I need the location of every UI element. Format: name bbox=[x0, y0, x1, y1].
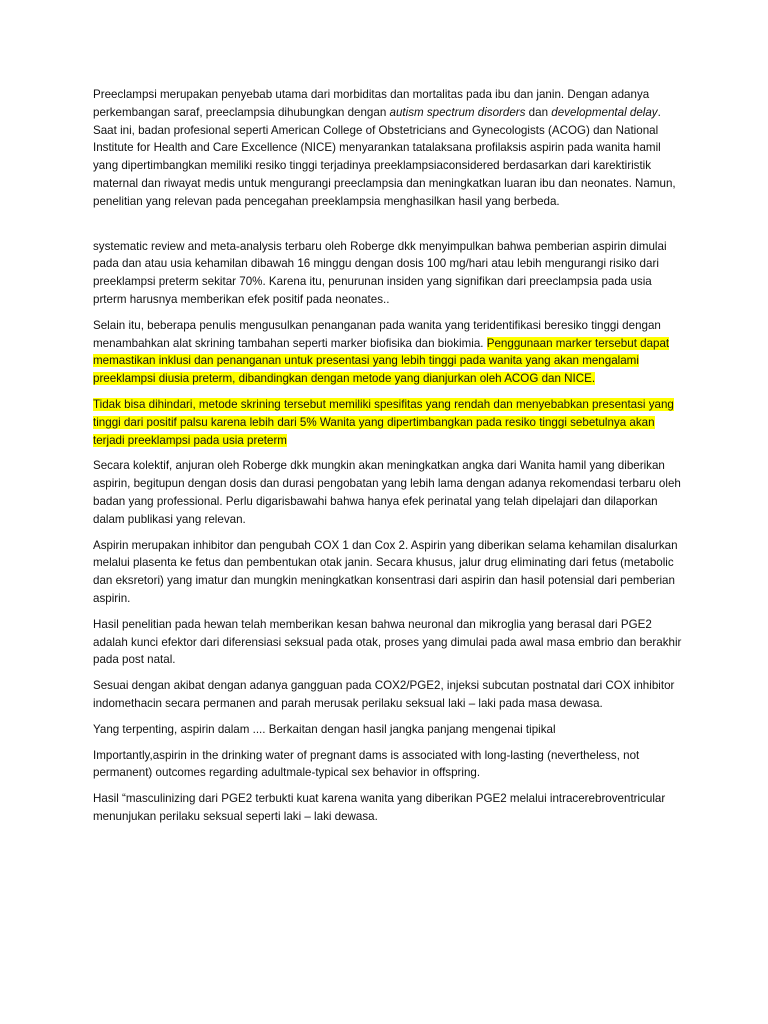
paragraph-importantly-en bbox=[93, 747, 683, 783]
paragraph-collective-recommendation bbox=[93, 457, 683, 528]
text-run: Hasil “masculinizing dari PGE2 terbukti kuat karena wanita yang diberikan PGE2 melalui intracerebroventricular menunjukan perilaku seksual seperti laki – laki dewasa. bbox=[93, 792, 666, 823]
document-body bbox=[93, 86, 683, 834]
paragraph-false-positive bbox=[93, 396, 683, 449]
text-run: Sesuai dengan akibat dengan adanya gangguan pada COX2/PGE2, injeksi subcutan postnatal dari COX inhibitor indomethacin secara permanen and parah merusak perilaku seksual laki – laki pada masa dewasa. bbox=[93, 679, 675, 710]
text-run: Yang terpenting, aspirin dalam .... Berkaitan dengan hasil jangka panjang mengenai tipikal bbox=[93, 722, 556, 736]
paragraph-systematic-review bbox=[93, 238, 683, 309]
text-run: . Saat ini, badan profesional seperti American College of Obstetricians and Gynecologists (ACOG) dan National Institute for Health and Care Excellence (NICE) menyarankan tatalaksana profilaksis aspirin pada wanita hamil yang dipertimbangkan memiliki resiko tinggi terjadinya preeklampsiaconsidered berdasarkan dari karektiristik maternal dan riwayat medis untuk mengurangi preeclampsia dan meningkatkan luaran ibu dan neonates. Namun, penelitian yang relevan pada pencegahan preeklampsia menghasilkan hasil yang berbeda. bbox=[93, 105, 676, 208]
highlighted-text-run: Penggunaan marker tersebut dapat memastikan inklusi dan penanganan untuk presentasi yang lebih tinggi pada wanita yang akan mengalami preeklampsi diusia preterm, dibandingkan dengan metode yang dianjurkan oleh ACOG dan NICE. bbox=[93, 336, 670, 386]
paragraph-preeclampsia-intro bbox=[93, 86, 683, 211]
paragraph-animal-research bbox=[93, 616, 683, 669]
highlighted-text-run: Tidak bisa dihindari, metode skrining tersebut memiliki spesifitas yang rendah dan menyebabkan presentasi yang tinggi dari positif palsu karena lebih dari 5% Wanita yang dipertimbangkan pada resiko tinggi sebetulnya akan terjadi preeklampsi pada usia preterm bbox=[93, 397, 674, 447]
text-run: dan bbox=[525, 105, 552, 119]
text-run: systematic review and meta-analysis terbaru oleh Roberge dkk menyimpulkan bahwa pemberian aspirin dimulai pada dan atau usia kehamilan dibawah 16 minggu dengan dosis 100 mg/hari atau lebih mengurangi risiko dari preeklampsi preterm sekitar 70%. Karena itu, penurunan insiden yang signifikan dari preeclampsia pada usia prterm harusnya memberikan efek positif pada neonates.. bbox=[93, 239, 667, 306]
text-run-italic: developmental delay bbox=[551, 105, 658, 119]
text-run: Importantly,aspirin in the drinking water of pregnant dams is associated with long-lasting (nevertheless, not permanent) outcomes regarding adultmale-typical sex behavior in offspring. bbox=[93, 748, 640, 780]
text-run: Hasil penelitian pada hewan telah memberikan kesan bahwa neuronal dan mikroglia yang berasal dari PGE2 adalah kunci efektor dari diferensiasi seksual pada otak, proses yang dimulai pada awal masa embrio dan berakhir pada post natal. bbox=[93, 617, 682, 667]
text-run: Secara kolektif, anjuran oleh Roberge dkk mungkin akan meningkatkan angka dari Wanita hamil yang diberikan aspirin, begitupun dengan dosis dan durasi pengobatan yang lebih lama dengan adanya rekomendasi terbaru oleh badan yang professional. Perlu digarisbawahi bahwa hanya efek perinatal yang telah dipelajari dan dilaporkan dalam publikasi yang relevan. bbox=[93, 459, 681, 526]
text-run: Aspirin merupakan inhibitor dan pengubah COX 1 dan Cox 2. Aspirin yang diberikan selama kehamilan disalurkan melalui plasenta ke fetus dan pembentukan otak janin. Secara khusus, jalur drug eliminating dari fetus (metabolic dan eksretori) yang imatur dan mungkin meningkatkan konsentrasi dari aspirin dan hasil potensial dari pemberian aspirin. bbox=[93, 538, 678, 605]
paragraph-masculinizing bbox=[93, 790, 683, 826]
paragraph-screening-markers bbox=[93, 317, 683, 388]
paragraph-aspirin-cox bbox=[93, 537, 683, 608]
text-run: Selain itu, beberapa penulis mengusulkan penanganan pada wanita yang teridentifikasi beresiko tinggi dengan menambahkan alat skrining tambahan seperti marker biofisika dan biokimia. bbox=[93, 318, 661, 350]
paragraph-importantly-id bbox=[93, 721, 683, 739]
text-run-italic: autism spectrum disorders bbox=[389, 105, 526, 119]
text-run: Preeclampsi merupakan penyebab utama dari morbiditas dan mortalitas pada ibu dan janin. Dengan adanya perkembangan saraf, preeclampsia dihubungkan dengan bbox=[93, 88, 650, 119]
paragraph-cox2-pge2 bbox=[93, 677, 683, 713]
